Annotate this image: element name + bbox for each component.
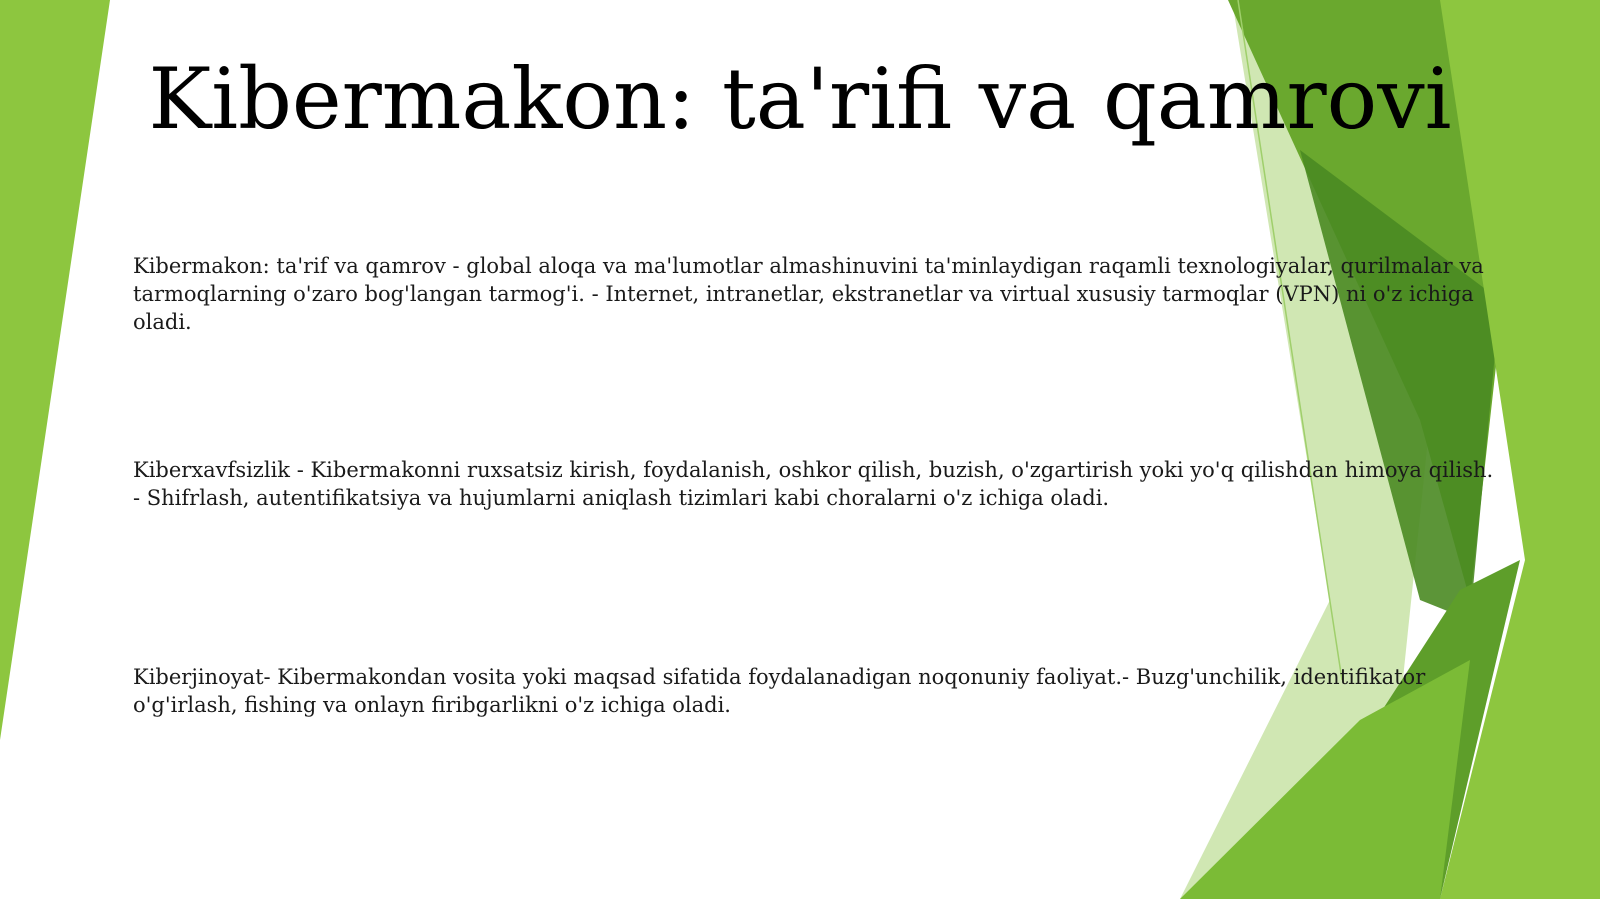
paragraph-kiberxavfsizlik: Kiberxavfsizlik - Kibermakonni ruxsatsiz kirish, foydalanish, oshkor qilish, buzish, o'zgartirish yoki yo'q qilishdan himoya qilish. - Shifrlash, autentifikatsiya va hujumlarni aniqlash tizimlari kabi choralarni o'z ichiga oladi.	[133, 458, 1494, 510]
slide-title: Kibermakon: ta'rifi va qamrovi	[148, 50, 1452, 148]
paragraph-kibermakon: Kibermakon: ta'rif va qamrov - global aloqa va ma'lumotlar almashinuvini ta'minlaydigan raqamli texnologiyalar, qurilmalar va tarmoqlarning o'zaro bog'langan tarmog'i. - Internet, intranetlar, ekstranetlar va virtual xususiy tarmoqlar (VPN) ni o'z ichiga oladi.	[133, 254, 1484, 334]
paragraph-kiberjinoyat: Kiberjinoyat- Kibermakondan vosita yoki maqsad sifatida foydalanadigan noqonuniy faoliyat.- Buzg'unchilik, identifikator o'g'irlash, fishing va onlayn firibgarlikni o'z ichiga oladi.	[133, 665, 1426, 717]
